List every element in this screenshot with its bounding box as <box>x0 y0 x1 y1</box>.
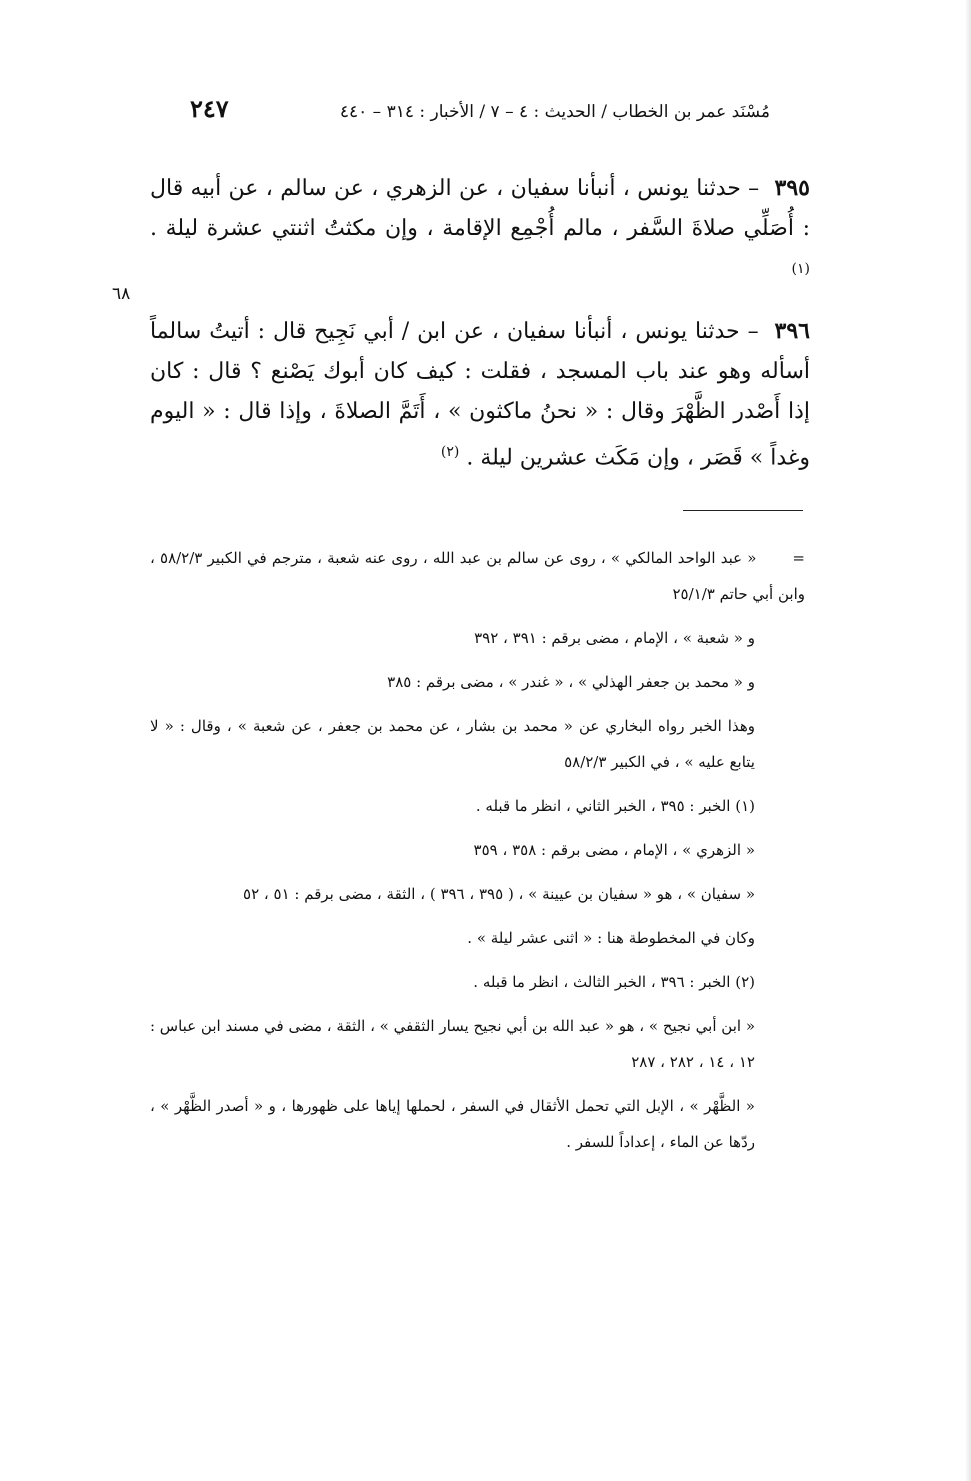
page-edge-shadow <box>965 0 971 1481</box>
page-number: ٢٤٧ <box>190 94 229 123</box>
hadith-text: – حدثنا يونس ، أنبأنا سفيان ، عن ابن / أبي نَجِيح قال : أتيتُ سالماً أسأله وهو عند باب المسجد ، فقلت : كيف كان أبوك يَصْنع ؟ قال : كان إذا أَصْدر الظَّهْرَ وقال : « نحنُ ماكثون » ، أَتَمَّ الصلاةَ ، وإذا قال : « اليوم وغداً » قَصَر ، وإن مَكَث عشرين ليلة . <box>150 319 810 471</box>
footnote: « سفيان » ، هو « سفيان بن عيينة » ، ( ٣٩٥ ، ٣٩٦ ) ، الثقة ، مضى برقم : ٥١ ، ٥٢ <box>243 885 755 903</box>
footnotes <box>150 540 805 1168</box>
footnote: وهذا الخبر رواه البخاري عن « محمد بن بشار ، عن محمد بن جعفر ، عن شعبة » ، وقال : « لا يتابع عليه » ، في الكبير ٥٨/٢/٣ <box>150 717 755 771</box>
footnote: « الظَّهْر » ، الإبل التي تحمل الأثقال في السفر ، لحملها إياها على ظهورها ، و « أصدر الظَّهْر » ، ردّها عن الماء ، إعداداً للسفر . <box>150 1097 755 1151</box>
margin-number: ٦٨ <box>112 284 131 304</box>
footnote-ref: (٢) <box>440 444 460 461</box>
footnote: (١) الخبر : ٣٩٥ ، الخبر الثاني ، انظر ما قبله . <box>475 797 755 815</box>
main-text <box>150 168 810 495</box>
hadith-number: ٣٩٥ <box>774 175 810 201</box>
continuation-mark: = <box>792 549 805 567</box>
running-title: مُسْنَد عمر بن الخطاب / الحديث : ٤ – ٧ / الأخبار : ٣١٤ – ٤٤٠ <box>339 102 770 122</box>
hadith-396 <box>150 311 810 478</box>
footnote: وكان في المخطوطة هنا : « اثنى عشر ليلة » . <box>467 929 755 947</box>
footnote: (٢) الخبر : ٣٩٦ ، الخبر الثالث ، انظر ما قبله . <box>473 973 755 991</box>
hadith-number: ٣٩٦ <box>774 318 810 345</box>
hadith-395 <box>150 168 810 295</box>
footnote-divider <box>683 510 803 511</box>
page-header <box>190 94 770 130</box>
footnote: و « شعبة » ، الإمام ، مضى برقم : ٣٩١ ، ٣٩٢ <box>474 629 755 647</box>
footnote: « ابن أبي نجيح » ، هو « عبد الله بن أبي نجيح يسار الثقفي » ، الثقة ، مضى في مسند ابن عباس : ١٢ ، ١٤ ، ٢٨٢ ، ٢٨٧ <box>149 1017 755 1071</box>
hadith-text: – حدثنا يونس ، أنبأنا سفيان ، عن الزهري ، عن سالم ، عن أبيه قال : أُصَلِّي صلاةَ السَّفر ، مالم أُجْمِع الإقامة ، وإن مكثتُ اثنتي عشرة ليلة . <box>150 176 810 241</box>
footnote-ref: (١) <box>791 261 810 277</box>
footnote: « الزهري » ، الإمام ، مضى برقم : ٣٥٨ ، ٣٥٩ <box>473 841 755 859</box>
footnote: =« عبد الواحد المالكي » ، روى عن سالم بن عبد الله ، روى عنه شعبة ، مترجم في الكبير ٥٨/٢/٣ ، وابن أبي حاتم ٢٥/١/٣ <box>150 540 805 612</box>
footnote: و « محمد بن جعفر الهذلي » ، « غندر » ، مضى برقم : ٣٨٥ <box>387 673 755 691</box>
